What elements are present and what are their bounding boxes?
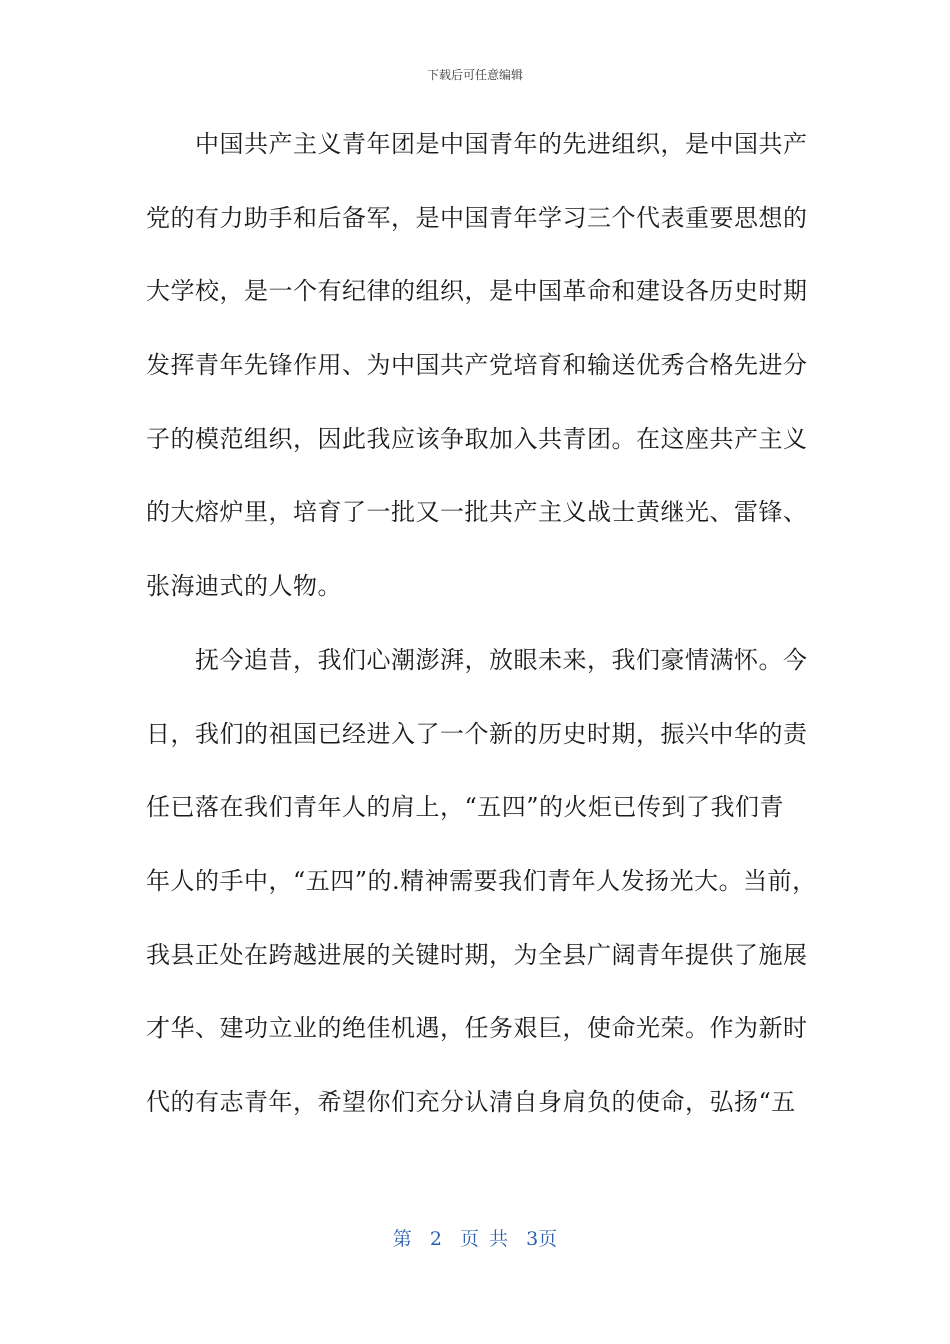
- page-header-note: 下载后可任意编辑: [426, 68, 523, 82]
- text-line: 发挥青年先锋作用、为中国共产党培育和输送优秀合格先进分: [146, 351, 808, 380]
- text-line: 子的模范组织，因此我应该争取加入共青团。在这座共产主义: [146, 424, 808, 453]
- text-line: 中国共产主义青年团是中国青年的先进组织，是中国共产: [146, 130, 808, 158]
- footer-total-pages: 3页: [526, 1228, 558, 1250]
- text-line: 张海迪式的人物。: [146, 572, 342, 601]
- footer-current-page: 2: [429, 1228, 442, 1250]
- text-line: 才华、建功立业的绝佳机遇，任务艰巨，使命光荣。作为新时: [146, 1014, 808, 1043]
- body-text: [146, 126, 817, 1158]
- footer-label-ye-gong: 页 共: [460, 1228, 509, 1250]
- text-line: 的大熔炉里，培育了一批又一批共产主义战士黄继光、雷锋、: [146, 498, 808, 527]
- text-line: 任已落在我们青年人的肩上，“五四”的火炬已传到了我们青: [146, 793, 785, 822]
- text-line: 我县正处在跨越进展的关键时期，为全县广阔青年提供了施展: [146, 940, 808, 969]
- text-line: 党的有力助手和后备军，是中国青年学习三个代表重要思想的: [146, 203, 808, 232]
- page-footer: [0, 1226, 950, 1252]
- text-line: 日，我们的祖国已经进入了一个新的历史时期，振兴中华的责: [146, 719, 808, 748]
- text-line: 大学校，是一个有纪律的组织，是中国革命和建设各历史时期: [146, 277, 808, 306]
- footer-label-di: 第: [392, 1228, 412, 1250]
- text-line: 年人的手中，“五四”的.精神需要我们青年人发扬光大。当前，: [146, 866, 817, 895]
- text-line: 代的有志青年，希望你们充分认清自身肩负的使命，弘扬“五: [146, 1087, 796, 1116]
- text-line: 抚今追昔，我们心潮澎湃，放眼未来，我们豪情满怀。今: [146, 645, 808, 674]
